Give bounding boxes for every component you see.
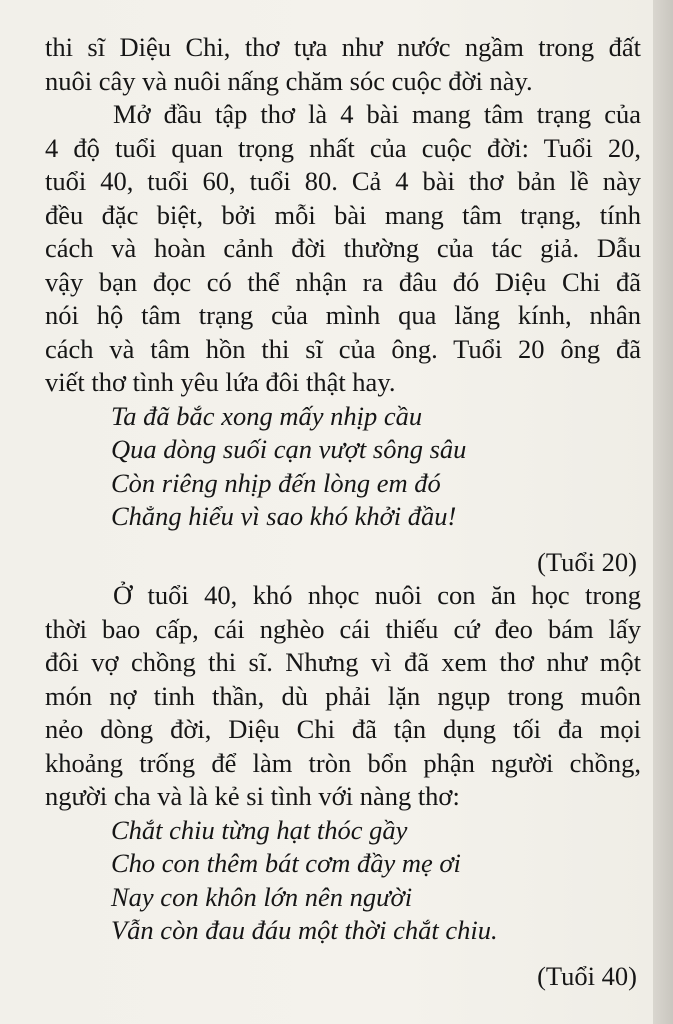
poem-2-caption: (Tuổi 40) [537,960,637,991]
text-line: Ở tuổi 40, khó nhọc nuôi con ăn học trong [113,580,641,610]
text-line: đôi vợ chồng thi sĩ. Nhưng vì đã xem thơ như một [45,647,641,677]
text-line: thời bao cấp, cái nghèo cái thiếu cứ đeo bám lấy [45,613,641,644]
text-line: người cha và là kẻ si tình với nàng thơ: [45,781,460,811]
text-line: vậy bạn đọc có thể nhận ra đâu đó Diệu Chi đã [45,266,641,297]
paragraph-1 [45,31,641,98]
text-line: cách và hoàn cảnh đời thường của tác giả. Dẫu [45,233,641,263]
page-text [45,31,641,993]
poem-1-caption: (Tuổi 20) [537,546,637,577]
verse-line: Còn riêng nhịp đến lòng em đó [111,467,441,498]
poem-1 [45,400,641,534]
text-line: nuôi cây và nuôi nấng chăm sóc cuộc đời này. [45,65,533,96]
text-line: khoảng trống để làm tròn bổn phận người chồng, [45,747,641,778]
paragraph-3 [45,579,641,814]
text-line: món nợ tinh thần, dù phải lặn ngụp trong muôn [45,680,641,711]
text-line: đều đặc biệt, bởi mỗi bài mang tâm trạng, tính [45,199,641,230]
verse-line: Nay con khôn lớn nên người [111,881,413,912]
text-line: thi sĩ Diệu Chi, thơ tựa như nước ngầm trong đất [45,32,641,62]
verse-line: Chắt chiu từng hạt thóc gầy [111,814,408,845]
text-line: nẻo dòng đời, Diệu Chi đã tận dụng tối đa mọi [45,714,641,744]
verse-line: Cho con thêm bát cơm đầy mẹ ơi [111,848,461,878]
paragraph-2 [45,98,641,400]
verse-line: Vẫn còn đau đáu một thời chắt chiu. [111,915,498,945]
poem-2 [45,814,641,948]
text-line: tuổi 40, tuổi 60, tuổi 80. Cả 4 bài thơ bản lề này [45,166,641,196]
text-line: nói hộ tâm trạng của mình qua lăng kính, nhân [45,300,641,330]
verse-line: Chẳng hiểu vì sao khó khởi đầu! [111,501,457,531]
text-line: viết thơ tình yêu lứa đôi thật hay. [45,367,396,397]
text-line: 4 độ tuổi quan trọng nhất của cuộc đời: Tuổi 20, [45,132,641,163]
page-gutter [653,0,673,1024]
verse-line: Ta đã bắc xong mấy nhịp cầu [111,400,423,431]
verse-line: Qua dòng suối cạn vượt sông sâu [111,434,467,464]
text-line: cách và tâm hồn thi sĩ của ông. Tuổi 20 ông đã [45,333,641,364]
text-line: Mở đầu tập thơ là 4 bài mang tâm trạng của [113,99,641,129]
